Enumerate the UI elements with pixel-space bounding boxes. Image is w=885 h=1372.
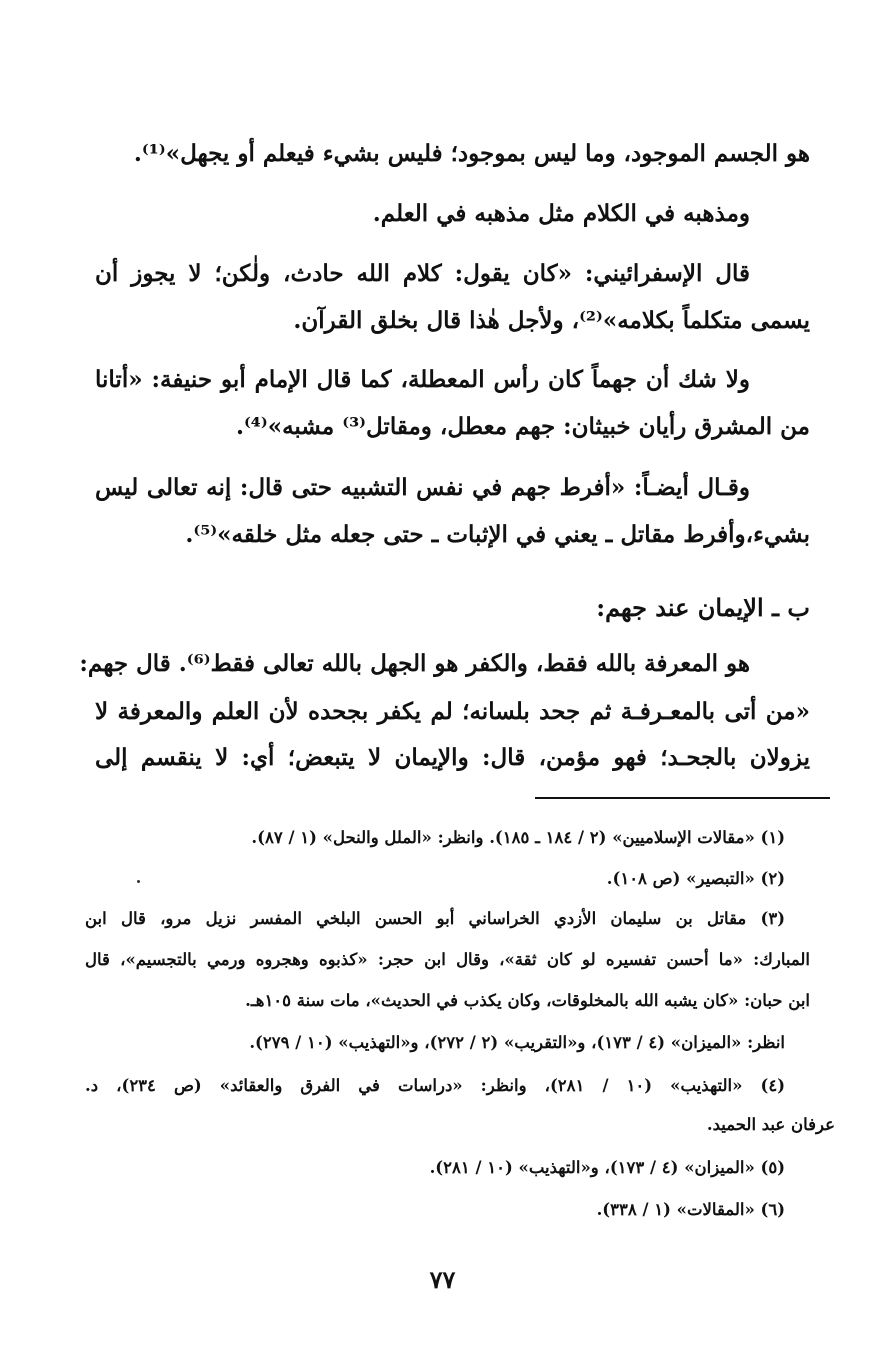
footnote: عرفان عبد الحميد.: [706, 1115, 835, 1134]
section-heading: ب ـ الإيمان عند جهم:: [596, 593, 810, 622]
footnote: (٣) مقاتل بن سليمان الأزدي الخراساني أبو الحسن البلخي المفسر نزيل مرو، قال ابن: [85, 909, 785, 928]
footnote: ابن حبان: «كان يشبه الله بالمخلوقات، وكان يكذب في الحديث»، مات سنة ١٠٥هـ.: [245, 991, 810, 1010]
body-line: ومذهبه في الكلام مثل مذهبه في العلم.: [372, 200, 750, 227]
body-line: بشيء،وأفرط مقاتل ـ يعني في الإثبات ـ حتى جعله مثل خلقه»⁽⁵⁾.: [185, 521, 810, 548]
body-line: هو المعرفة بالله فقط، والكفر هو الجهل بالله تعالى فقط⁽⁶⁾. قال جهم:: [79, 650, 750, 677]
footnote: (٤) «التهذيب» (١٠ / ٢٨١)، وانظر: «دراسات في الفرق والعقائد» (ص ٢٣٤)، د.: [85, 1076, 786, 1095]
footnote: المبارك: «ما أحسن تفسيره لو كان ثقة»، وقال ابن حجر: «كذبوه وهجروه ورمي بالتجسيم»، قال: [85, 950, 810, 969]
footnote: (١) «مقالات الإسلاميين» (٢ / ١٨٤ ـ ١٨٥). وانظر: «الملل والنحل» (١ / ٨٧).: [251, 828, 785, 847]
body-line: وقـال أيضـاً: «أفرط جهم في نفس التشبيه حتى قال: إنه تعالى ليس: [95, 474, 750, 501]
body-line: قال الإسفرائيني: «كان يقول: كلام الله حادث، ولٰكن؛ لا يجوز أن: [95, 260, 750, 287]
footnote: انظر: «الميزان» (٤ / ١٧٣)، و«التقريب» (٢ / ٢٧٢)، و«التهذيب» (١٠ / ٢٧٩).: [249, 1033, 785, 1052]
body-line: ولا شك أن جهماً كان رأس المعطلة، كما قال الإمام أبو حنيفة: «أتانا: [95, 366, 750, 393]
body-line: هو الجسم الموجود، وما ليس بموجود؛ فليس بشيء فيعلم أو يجهل»⁽¹⁾.: [133, 140, 810, 167]
body-line: «من أتى بالمعـرفـة ثم جحد بلسانه؛ لم يكفر بجحده لأن العلم والمعرفة لا: [95, 698, 810, 725]
footnote: (٥) «الميزان» (٤ / ١٧٣)، و«التهذيب» (١٠ / ٢٨١).: [429, 1158, 785, 1177]
body-line: يزولان بالجحـد؛ فهو مؤمن، قال: والإيمان لا يتبعض؛ أي: لا ينقسم إلى: [95, 744, 810, 771]
footnote: (٢) «التبصير» (ص ١٠٨).: [606, 869, 785, 888]
body-line: من المشرق رأيان خبيثان: جهم معطل، ومقاتل⁽³⁾ مشبه»⁽⁴⁾.: [235, 413, 810, 440]
footnote: (٦) «المقالات» (١ / ٣٣٨).: [596, 1200, 785, 1219]
page-number: ٧٧: [429, 1265, 456, 1294]
body-line: يسمى متكلماً بكلامه»⁽²⁾، ولأجل هٰذا قال بخلق القرآن.: [293, 307, 810, 334]
print-speck: [137, 880, 140, 883]
footnote-divider: [535, 797, 830, 799]
